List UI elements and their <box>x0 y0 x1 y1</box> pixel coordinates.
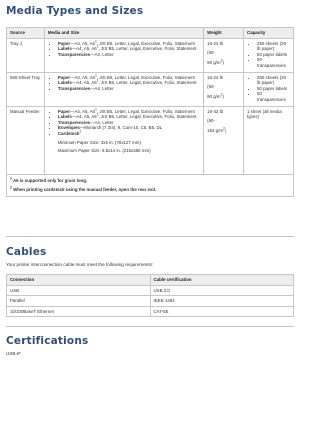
row-source: Tray 1 <box>7 38 45 72</box>
row-media <box>44 72 203 106</box>
table-row: USB USB 2.0 <box>7 285 294 296</box>
list-item: • Transparencies—A4, Letter <box>58 120 200 126</box>
list-item: • 50 paper labels <box>257 86 290 92</box>
media-table <box>6 27 294 197</box>
table-row: Parallel IEEE-1284 <box>7 296 294 307</box>
footnote-2: $^2$ When printing cardstock using the manual feeder, open the rear exit. <box>10 185 157 193</box>
max-paper-size: Maximum Paper Size: 8.5x14 in. (216x356 mm) <box>57 148 151 154</box>
section-divider <box>6 326 294 327</box>
cables-title: Cables <box>6 246 47 258</box>
row-source: 550-Sheet Tray <box>7 72 45 106</box>
list-item: • Transparencies—A4, Letter <box>58 86 200 92</box>
header-connection: Connection <box>7 275 151 286</box>
table-row <box>7 106 294 174</box>
cables-intro: Your printer interconnection cable must meet the following requirements: <box>6 262 154 267</box>
row-media <box>44 38 203 72</box>
row-source: Manual Feeder <box>7 106 45 174</box>
list-item: • Labels—A4, A5, $A6^1$, JIS B5, Letter, Legal, Executive, Folio, Statement <box>58 46 200 52</box>
header-capacity: Capacity <box>244 28 294 39</box>
row-capacity <box>244 38 294 72</box>
list-item: • Paper—A4, A5, $A6^1$, JIS B5, Letter, Legal, Executive, Folio, Statement <box>58 41 200 47</box>
min-paper-size: Minimum Paper Size: 3x5 in. (76x127 mm) <box>57 139 141 145</box>
header-cable-certification: Cable certification <box>150 275 294 286</box>
header-media-size: Media and Size <box>44 28 203 39</box>
table-row <box>7 38 294 72</box>
list-item: • Transparencies—A4, Letter <box>58 52 200 58</box>
row-media <box>44 106 203 174</box>
list-item: • 50 paper labels <box>257 52 290 58</box>
row-weight: 16-24 lb (60- 90 $g/m^2$) <box>204 72 244 106</box>
list-item: • Labels—A4, A5, $A6^1$, JIS B5, Letter, Legal, Executive, Folio, Statement <box>58 80 200 86</box>
cables-table-header <box>7 275 294 286</box>
footnotes <box>7 174 294 196</box>
list-item: • 250 sheets (20 lb paper) <box>257 75 290 86</box>
section-divider <box>6 236 294 237</box>
cables-table <box>6 274 294 317</box>
header-source: Source <box>7 28 45 39</box>
list-item: • 50 transparencies <box>257 57 290 68</box>
list-item: • Envelopes—Monarch (7 3/4), 9, Com-10, C5, B5, DL <box>58 125 200 131</box>
list-item: • Paper—A4, A5, $A6^1$, JIS B5, Letter, Legal, Executive, Folio, Statement <box>58 109 200 115</box>
list-item: • 250 sheets (20 lb paper) <box>257 41 290 52</box>
list-item: • 50 transparencies <box>257 91 290 102</box>
media-types-title: Media Types and Sizes <box>6 5 144 17</box>
media-table-header <box>7 28 294 39</box>
certifications-title: Certifications <box>6 335 89 347</box>
row-weight: 16-24 lb (60- 90 $g/m^2$) <box>204 38 244 72</box>
list-item: • Paper—A4, A5, $A6^1$, JIS B5, Letter, Legal, Executive, Folio, Statement <box>58 75 200 81</box>
certification-text: USB-IF <box>6 351 22 356</box>
row-capacity <box>244 72 294 106</box>
header-weight: Weight <box>204 28 244 39</box>
table-row <box>7 72 294 106</box>
list-item: • Cardstock$^2$ <box>58 131 200 137</box>
row-weight: 16-43 lb (60- 163 $g/m^2$) <box>204 106 244 174</box>
table-row: 10/100BaseT Ethernet CAT-5E <box>7 306 294 317</box>
list-item: • Labels—A4, A5, $A6^1$, JIS B5, Letter, Legal, Executive, Folio, Statement <box>58 114 200 120</box>
row-capacity: 1 sheet (all media types) <box>244 106 294 174</box>
footnote-1: $^1$ A6 is supported only for grain long. <box>10 176 88 183</box>
